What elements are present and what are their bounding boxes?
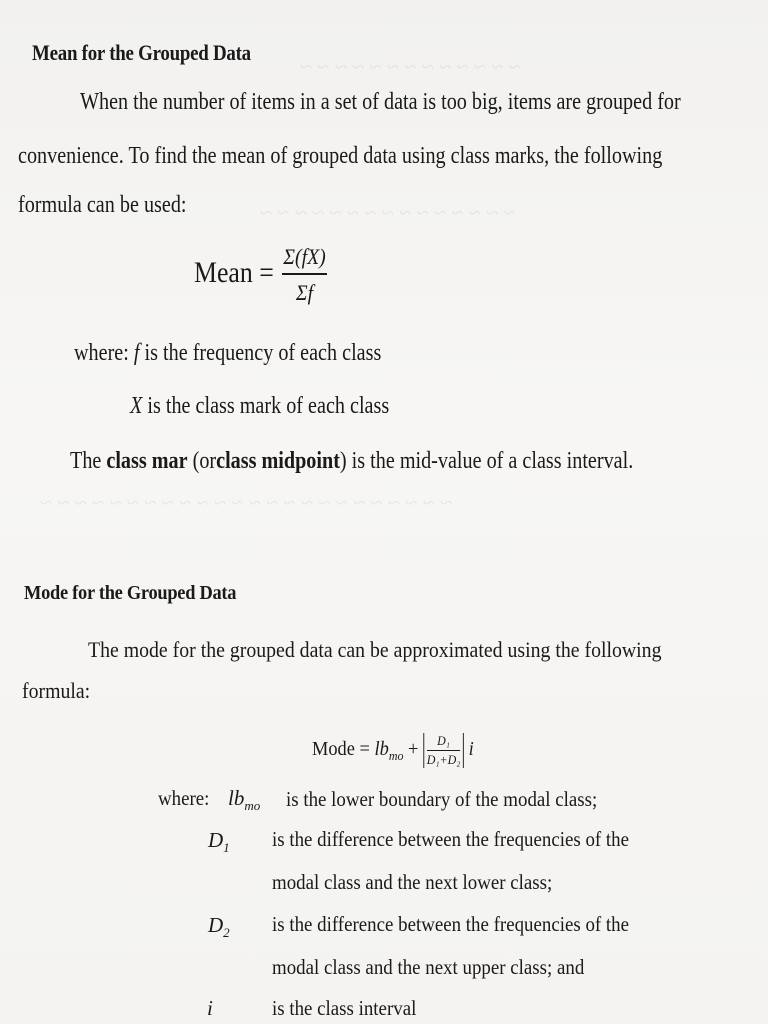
mode-intro-line-2: formula: — [22, 678, 91, 703]
mean-intro-line-2: convenience. To find the mean of grouped data using class marks, the following — [18, 143, 663, 169]
mean-where-x — [130, 393, 389, 420]
classmidpoint-term: class midpoint — [216, 448, 340, 474]
lbmo-symbol: $lb_{mo}$ — [228, 786, 261, 814]
mode-fraction-numerator: D₁ — [427, 733, 461, 751]
i-symbol: i — [207, 996, 213, 1020]
mean-where-f — [74, 340, 381, 367]
where-prefix: where: — [74, 340, 129, 366]
mean-formula-numerator: Σ(fX) — [283, 244, 326, 269]
mode-intro-line-1: The mode for the grouped data can be approximated using the following — [88, 637, 662, 662]
mode-where-prefix: where: — [158, 786, 210, 810]
classmark-or: (or — [192, 448, 217, 474]
d1-description-line-1: is the difference between the frequencies of the — [272, 827, 630, 851]
mode-formula-fraction — [423, 733, 464, 768]
mode-formula-lb: $lb_{mo}$ — [374, 738, 404, 764]
mode-formula — [312, 733, 474, 768]
mode-formula-plus: + — [408, 738, 419, 761]
d2-symbol: $D_2$ — [208, 913, 230, 941]
mean-intro-line-3: formula can be used: — [18, 192, 187, 218]
i-description: is the class interval — [272, 996, 417, 1020]
bleed-through-text: ~ ~ ~ ~ ~ ~ ~ ~ ~ ~ ~ ~ ~ ~ ~ — [260, 200, 516, 225]
classmark-rest: ) is the mid-value of a class interval. — [339, 448, 634, 474]
mean-formula-denominator: Σf — [295, 280, 314, 305]
x-symbol: X — [130, 393, 143, 419]
mean-heading: Mean for the Grouped Data — [32, 40, 251, 65]
mode-heading: Mode for the Grouped Data — [24, 582, 237, 604]
mean-formula-label: Mean = — [194, 256, 274, 289]
mode-fraction-denominator: D₁+D₂ — [426, 752, 461, 767]
lbmo-description: is the lower boundary of the modal class; — [286, 787, 598, 811]
class-mark-definition — [70, 448, 633, 475]
d1-symbol: $D_1$ — [208, 828, 230, 856]
mean-intro-line-1: When the number of items in a set of data is too big, items are grouped for — [80, 89, 681, 115]
x-description: is the class mark of each class — [147, 393, 390, 419]
d2-description-line-2: modal class and the next upper class; and — [272, 955, 585, 979]
d1-description-line-2: modal class and the next lower class; — [272, 870, 553, 894]
classmark-the: The — [70, 448, 102, 474]
f-description: is the frequency of each class — [144, 340, 382, 366]
classmark-term: class mar — [106, 448, 188, 474]
mode-formula-i: i — [468, 738, 474, 761]
mode-formula-label: Mode = — [312, 738, 370, 761]
bleed-through-text: ~ ~ ~ ~ ~ ~ ~ ~ ~ ~ ~ ~ ~ — [300, 54, 521, 79]
f-symbol: f — [133, 340, 140, 366]
mean-formula-fraction — [282, 244, 327, 306]
bleed-through-text: ~ ~ ~ ~ ~ ~ ~ ~ ~ ~ ~ ~ ~ ~ ~ ~ ~ ~ ~ ~ ~ ~ ~ ~ — [40, 490, 453, 515]
d2-description-line-1: is the difference between the frequencies of the — [272, 912, 630, 936]
